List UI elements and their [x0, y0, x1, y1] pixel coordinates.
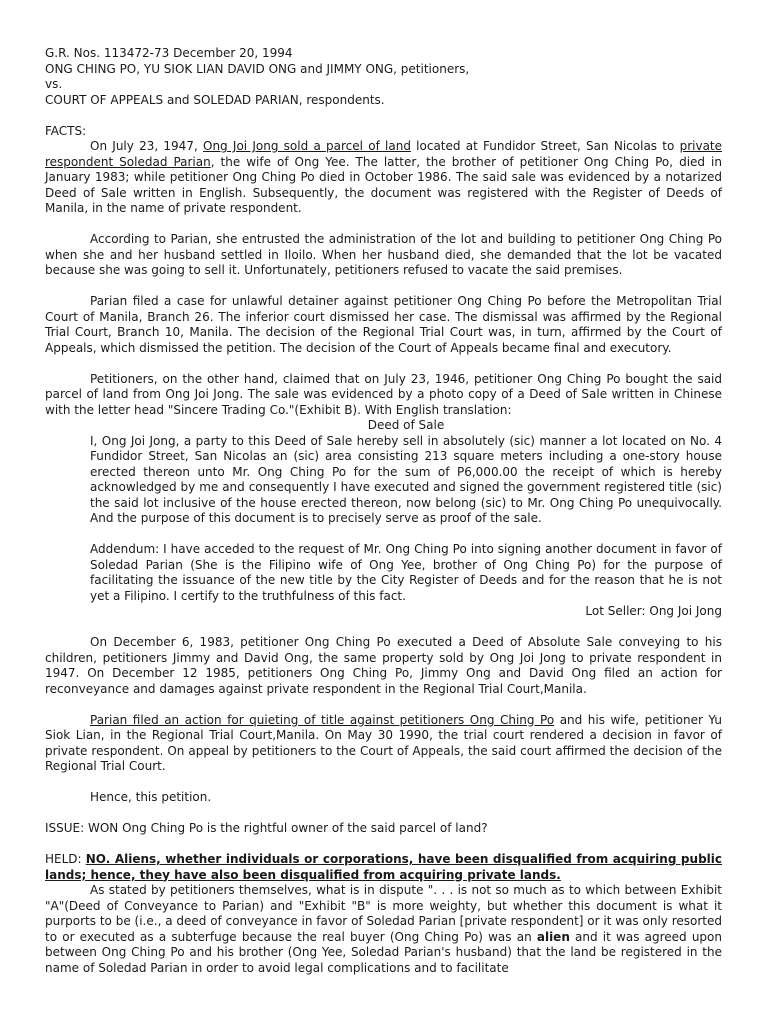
- p1-text-b: located at Fundidor Street, San Nicolas to: [410, 139, 680, 153]
- deed-of-sale-title: Deed of Sale: [367, 418, 445, 432]
- respondents-line: COURT OF APPEALS and SOLEDAD PARIAN, respondents.: [45, 92, 385, 107]
- deed-addendum: Addendum: I have acceded to the request of Mr. Ong Ching Po into signing another document in favor of Soledad Parian (She is the Filipino wife of Ong Yee, brother of Ong Ching Po) for the purpose of facilitating the issuance of the new title by the City Register of Deeds and for the reason that he is not yet a Filipino. I certify to the truthfulness of this fact.: [90, 542, 722, 603]
- held-text-a: As stated by petitioners themselves, what is in dispute ". . . is not so much as to which between Exhibit "A"(Deed of Conveyance to Parian) and "Exhibit "B" is more weighty, but whether this document is what it purports to be (i.e., a deed of conveyance in favor of Soledad Parian [private respondent] or it was only resorted to or executed as a subterfuge because the real buyer (Ong Ching Po) was an: [45, 883, 722, 944]
- held-ruling-text: NO. Aliens, whether individuals or corporations, have been disqualified from acquiring public lands; hence, they have also been disqualified from acquiring private lands.: [45, 852, 722, 882]
- lot-seller-signature: Lot Seller: Ong Joi Jong: [585, 604, 722, 618]
- p1-text-c: , the wife of Ong Yee. The latter, the brother of petitioner Ong Ching Po, died in January 1983; while petitioner Ong Ching Po died in October 1986. The said sale was evidenced by a notarized Deed of Sale written in English. Subsequently, the document was registered with the Register of Deeds of Manila, in the name of private respondent.: [45, 154, 722, 215]
- deed-of-sale-body: I, Ong Joi Jong, a party to this Deed of Sale hereby sell in absolutely (sic) manner a lot located on No. 4 Fundidor Street, San Nicolas an (sic) area consisting 213 square meters including a one-story house erected thereon unto Mr. Ong Ching Po for the sum of P6,000.00 the receipt of which is hereby acknowledged by me and consequently I have executed and signed the government registered title (sic) the said lot inclusive of the house erected thereon, now belong (sic) to Mr. Ong Ching Po unequivocally. And the purpose of this document is to precisely serve as proof of the sale.: [90, 433, 722, 525]
- versus-line: vs.: [45, 77, 63, 91]
- facts-paragraph-7: Hence, this petition.: [90, 790, 212, 804]
- held-paragraph: [45, 883, 722, 976]
- facts-paragraph-4: Petitioners, on the other hand, claimed that on July 23, 1946, petitioner Ong Ching Po bought the said parcel of land from Ong Joi Jong. The sale was evidenced by a photo copy of a Deed of Sale written in Chinese with the letter head "Sincere Trading Co."(Exhibit B). With English translation:: [45, 371, 722, 417]
- facts-paragraph-6: [45, 713, 722, 775]
- held-label: HELD:: [45, 852, 86, 866]
- p1-text-a: On July 23, 1947,: [90, 139, 203, 153]
- facts-paragraph-3: Parian filed a case for unlawful detainer against petitioner Ong Ching Po before the Metropolitan Trial Court of Manila, Branch 26. The inferior court dismissed her case. The dismissal was affirmed by the Regional Trial Court, Branch 10, Manila. The decision of the Regional Trial Court was, in turn, affirmed by the Court of Appeals, which dismissed the petition. The decision of the Court of Appeals became final and executory.: [45, 294, 722, 355]
- p6-text: and his wife, petitioner Yu Siok Lian, in the Regional Trial Court,Manila. On May 30 1990, the trial court rendered a decision in favor of private respondent. On appeal by petitioners to the Court of Appeals, the said court affirmed the decision of the Regional Trial Court.: [45, 712, 722, 773]
- held-text-b: and it was agreed upon between Ong Ching Po and his brother (Ong Yee, Soledad Parian's husband) that the land be registered in the name of Soledad Parian in order to avoid legal complications and to facilitate: [45, 929, 722, 975]
- case-number: G.R. Nos. 113472-73 December 20, 1994: [45, 46, 293, 60]
- held-ruling: [45, 852, 722, 883]
- issue-line: ISSUE: WON Ong Ching Po is the rightful owner of the said parcel of land?: [45, 821, 488, 835]
- facts-paragraph-1: [45, 139, 722, 217]
- held-alien-word: alien: [536, 929, 570, 944]
- petitioners-line: ONG CHING PO, YU SIOK LIAN DAVID ONG and JIMMY ONG, petitioners,: [45, 61, 470, 76]
- p1-underline-2: private respondent Soledad Parian: [45, 139, 723, 169]
- facts-paragraph-5: On December 6, 1983, petitioner Ong Ching Po executed a Deed of Absolute Sale conveying to his children, petitioners Jimmy and David Ong, the same property sold by Ong Joi Jong to private respondent in 1947. On December 12 1985, petitioners Ong Ching Po, Jimmy Ong and David Ong filed an action for reconveyance and damages against private respondent in the Regional Trial Court,Manila.: [45, 635, 722, 696]
- case-digest: [45, 46, 722, 976]
- p1-underline-1: Ong Joi Jong sold a parcel of land: [203, 139, 411, 153]
- facts-label: FACTS:: [45, 123, 87, 138]
- facts-paragraph-2: According to Parian, she entrusted the administration of the lot and building to petitioner Ong Ching Po when she and her husband settled in Iloilo. When her husband died, she demanded that the lot be vacated because she was going to sell it. Unfortunately, petitioners refused to vacate the said premises.: [45, 232, 722, 277]
- p6-underline: Parian filed an action for quieting of title against petitioners Ong Ching Po: [90, 712, 555, 727]
